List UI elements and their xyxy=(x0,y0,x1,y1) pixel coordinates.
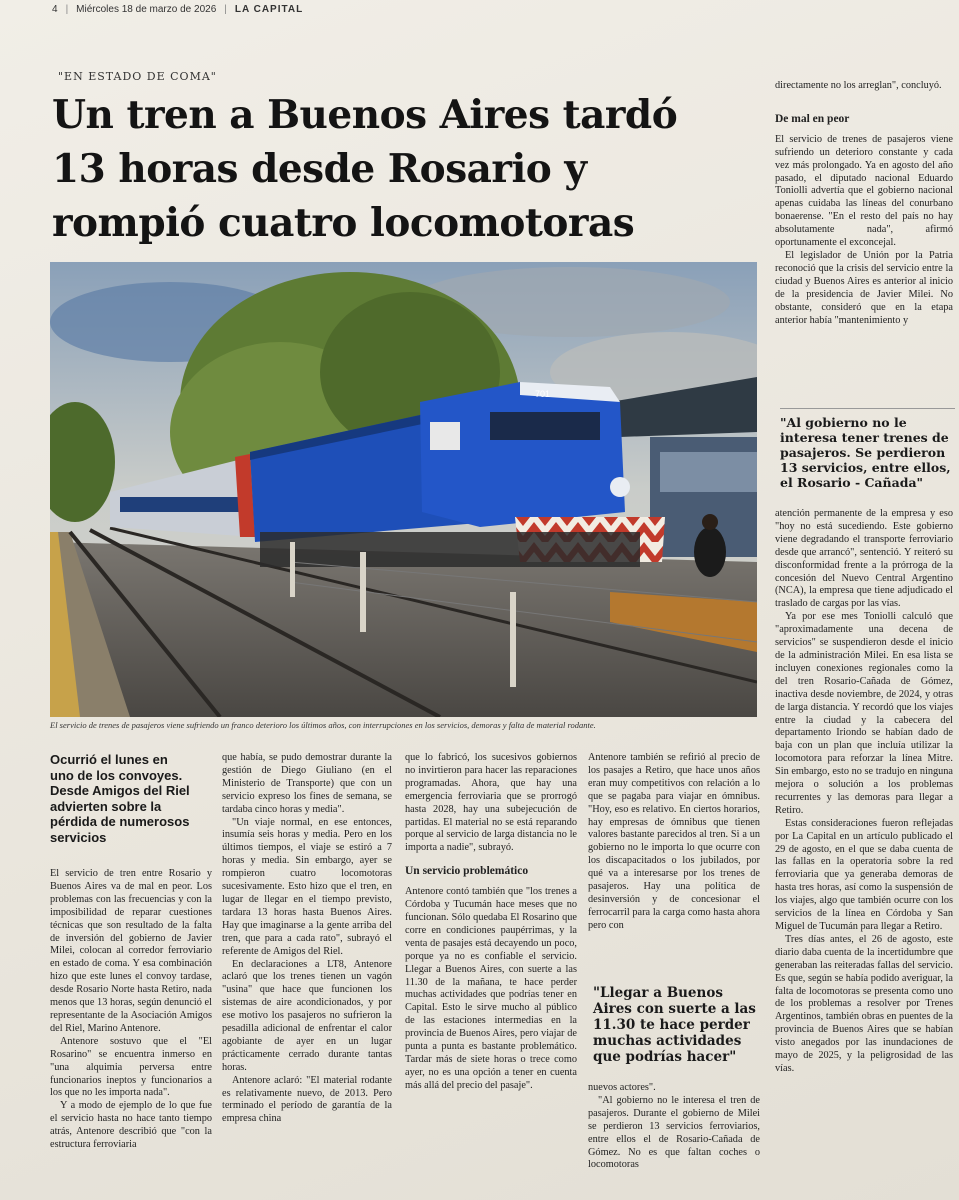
paragraph: Ya por ese mes Toniolli calculó que "aproximadamente una decena de servicios" se suspendieron desde el inicio de la administración Milei. En esa lista se incluyen conexiones regionales como la del tren Rosario-Cañada de Gómez, inactiva desde noviembre, de 2024, y otras de larga distancia. Y recordó que los viajes entre la ciudad y la cabecera del departamento Iriondo se habían dado de baja con un plan que incluía utilizar la locomotora para reforzar la línea Mitre. Sin embargo, esto no se tradujo en ninguna mejora o solución a los problemas recurrentes y las demoras para llegar a Retiro. xyxy=(775,611,953,816)
train-photo xyxy=(50,262,757,717)
paragraph: Antenore aclaró: "El material rodante es relativamente nuevo, de 2013. Pero terminado el período de garantía de la empresa china xyxy=(222,1074,392,1125)
paragraph: que lo fabricó, los sucesivos gobiernos no invirtieron para hacer las reparaciones programadas. Ahora, que hay una emergencia ferroviaria que se prorrogó hasta 2028, hay una subejecución de partidas. El material no se está reparando porque al servicio de larga distancia no le importa a nadie", subrayó. xyxy=(405,752,577,854)
page-number: 4 xyxy=(52,4,58,15)
train-illustration xyxy=(50,262,757,717)
locomotive-cab xyxy=(420,382,625,527)
header-separator: | xyxy=(65,4,69,15)
article-column-4 xyxy=(588,752,760,933)
page-date: Miércoles 18 de marzo de 2026 xyxy=(76,4,217,15)
paragraph: Tres días antes, el 26 de agosto, este diario daba cuenta de la incertidumbre que generaban las reiteradas fallas del servicio. Es que, según se había podido averiguar, la falta de locomotoras se presenta como uno de los problemas a resolver por Trenes Argentinos, también obras en puentes de la provincia de Buenos Aires que se habían visto anegados por las inundaciones de mayo de 2025, y la peligrosidad de las vías. xyxy=(775,933,953,1074)
locomotive-number: 701 xyxy=(535,389,551,399)
paragraph: Antenore sostuvo que el "El Rosarino" se encuentra inmerso en "una alquimia perversa entre funcionarios ineptos y funcionarios a los que no les importa nada". xyxy=(50,1035,212,1099)
subheading: Un servicio problemático xyxy=(405,865,529,878)
paragraph: El servicio de trenes de pasajeros viene sufriendo un deterioro constante y cada vez más prolongado. Ya en agosto del año pasado, el diputado nacional Eduardo Toniolli advertía que el gobierno nacional apenas cuidaba las líneas del conurbano bonaerense. "En el resto del país no hay absolutamente nada", afirmó oportunamente el exconcejal. xyxy=(775,133,953,249)
paragraph: directamente no los arreglan", concluyó. xyxy=(775,80,942,91)
paragraph: El servicio de tren entre Rosario y Buenos Aires va de mal en peor. Los problemas con las frecuencias y con la imposibilidad de reparar cuestiones técnicas que son resultado de la falta de inversión del gobierno de Javier Milei, colocan al corredor ferroviario en estado de coma. Y esa combinación hizo que este lunes el convoy tardase, desde Rosario Norte hasta Retiro, nada menos que 13 horas, según denunció el representante de la Asociación Amigos del Riel, Marino Antenore. xyxy=(50,868,212,1034)
paragraph: Antenore también se refirió al precio de los pasajes a Retiro, que hace unos años eran muy competitivos con relación a lo que se pagaba para viajar en ómnibus. "Hoy, eso es relativo. En ciertos horarios, hay empresas de ómnibus que tienen valores bastante parecidos al tren. Si a un gobierno no le importa lo que ocurre con los discapacitados o los jubilados, por qué va a interesarse por los trenes de pasajeros. Hay una política de desinversión y de concesionar el ferrocarril para la carga como hasta ahora pero con xyxy=(588,752,760,931)
photo-caption: El servicio de trenes de pasajeros viene sufriendo un franco deterioro los últimos años, con interrupciones en los servicios, demoras y falta de material rodante. xyxy=(50,720,596,730)
paragraph: El legislador de Unión por la Patria reconoció que la crisis del servicio entre la ciudad y Buenos Aires es anterior al inicio de la presidencia de Javier Milei. No obstante, consideró que en la etapa anterior había "mantenimiento y xyxy=(775,249,953,326)
headline: Un tren a Buenos Aires tardó 13 horas desde Rosario y rompió cuatro locomotoras xyxy=(52,92,678,246)
paragraph: nuevos actores". xyxy=(588,1082,656,1093)
article-column-5-continued xyxy=(775,508,953,1076)
header-separator: | xyxy=(224,4,227,15)
page-header xyxy=(52,4,303,15)
article-column-2 xyxy=(222,752,392,1126)
pull-quote: "Al gobierno no le interesa tener trenes de pasajeros. Se perdieron 13 servicios, entre ellos, el Rosario - Cañada" xyxy=(780,408,955,490)
paragraph: En declaraciones a LT8, Antenore aclaró que los trenes tienen un vagón "usina" que hace que funcionen los sistemas de aire acondicionados, y por ese motivo los pasajeros no sufrieron la pesadilla adicional de enfrentar el calor agobiante de ayer en un lugar prácticamente cerrado durante tantas horas. xyxy=(222,958,392,1073)
article-column-3 xyxy=(405,752,577,1093)
subheading: De mal en peor xyxy=(775,112,850,125)
publication-name: LA CAPITAL xyxy=(234,4,304,15)
paragraph: atención permanente de la empresa y eso "hoy no está sucediendo. Este gobierno viene degradando el transporte ferroviario desde que arrancó", sentenció. Y reiteró su disconformidad frente a la prórroga de la concesión del Nuevo Central Argentino (NCA), la empresa que tiene adjudicado el traslado de cargas por las vías. xyxy=(775,508,953,610)
paragraph: "Al gobierno no le interesa el tren de pasajeros. Durante el gobierno de Milei se perdieron 13 servicios ferroviarios, entre ellos el de Rosario-Cañada de Gómez. No es que faltan coches o locomotoras xyxy=(588,1094,760,1171)
article-column-1 xyxy=(50,868,212,1152)
article-column-4-continued xyxy=(588,1082,760,1172)
paragraph: que había, se pudo demostrar durante la gestión de Diego Giuliano (en el Ministerio de Transporte) que con un servicio expreso los fines de semana, se tardaba cinco horas y media". xyxy=(222,752,392,815)
article-column-5 xyxy=(775,80,953,327)
paragraph: Estas consideraciones fueron reflejadas por La Capital en un artículo publicado el 29 de agosto, en el que se daba cuenta de las fallas en la operatoria sobre la red ferroviaria que ya generaba demoras de hasta tres horas, así como la suspensión de los viajes, algo que también ocurre con los servicios de la línea en Córdoba y San Miguel de Tucumán para llegar a Retiro. xyxy=(775,817,953,932)
paragraph: Antenore contó también que "los trenes a Córdoba y Tucumán hace meses que no funcionan. Sólo quedaba El Rosarino que corre en condiciones paupérrimas, y la venta de pasajes está decayendo un poco, porque ya no es confiable el servicio. Llegar a Buenos Aires, con suerte a las 11.30 de la mañana, te hace perder muchas actividades que podrías tener en Capital. Esto le sirve mucho al público de las estaciones intermedias en la provincia de Buenos Aires, pero viajar de punta a punta es bastante problemático. Tardar más de siete horas o trece como ayer, no es una opción a tener en cuenta más allá del precio del pasaje". xyxy=(405,886,577,1091)
kicker: "EN ESTADO DE COMA" xyxy=(58,70,217,83)
lead-summary: Ocurrió el lunes en uno de los convoyes. Desde Amigos del Riel advierten sobre la pérdida de numerosos servicios xyxy=(50,752,190,845)
pull-quote: "Llegar a Buenos Aires con suerte a las 11.30 te hace perder muchas actividades que podrías hacer" xyxy=(593,985,756,1065)
paragraph: Y a modo de ejemplo de lo que fue el servicio hasta no hace tanto tiempo atrás, Antenore describió que "con la estructura ferroviaria xyxy=(50,1100,212,1151)
paragraph: "Un viaje normal, en ese entonces, insumía seis horas y media. Pero en los últimos tiempos, el viaje se estiró a 7 horas y media. Sin embargo, ayer se rompieron cuatro locomotoras sucesivamente. Esto hizo que el tren, en lugar de llegar en el tiempo previsto, tardara 13 horas hasta Buenos Aires. Hay que imaginarse a la gente arriba del tren, que para a cada rato", subrayó el referente de Amigos del Riel. xyxy=(222,816,392,957)
